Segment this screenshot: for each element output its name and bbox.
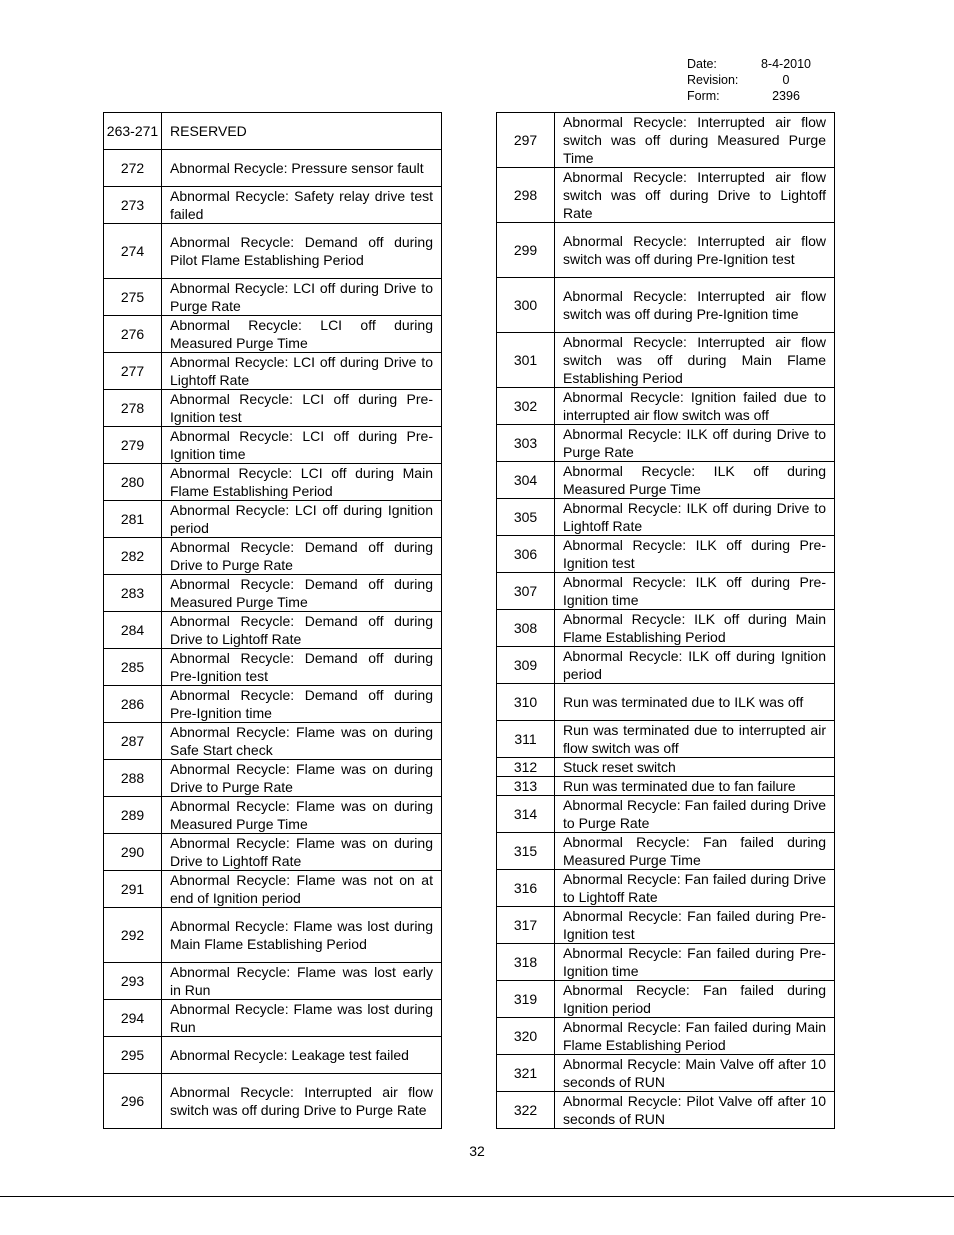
revision-value: 0 [782,73,790,87]
table-row [104,686,442,723]
fault-description: Abnormal Recycle: Fan failed during Ignition period [555,981,835,1018]
table-row [497,388,835,425]
fault-description: Abnormal Recycle: Ignition failed due to interrupted air flow switch was off [555,388,835,425]
table-row [104,464,442,501]
table-row [497,499,835,536]
table-row [497,758,835,777]
fault-description: Abnormal Recycle: Demand off during Pre-Ignition time [162,686,442,723]
table-row [104,963,442,1000]
fault-description: Abnormal Recycle: Flame was on during Safe Start check [162,723,442,760]
form-label: Form: [687,89,720,103]
fault-description: Abnormal Recycle: ILK off during Pre-Ignition time [555,573,835,610]
fault-description: Abnormal Recycle: Flame was lost during Main Flame Establishing Period [162,908,442,963]
table-row [104,649,442,686]
fault-description: Run was terminated due to ILK was off [555,684,835,721]
fault-description: Abnormal Recycle: Flame was not on at end of Ignition period [162,871,442,908]
table-row [104,612,442,649]
fault-description: Abnormal Recycle: Flame was on during Measured Purge Time [162,797,442,834]
table-row [497,333,835,388]
fault-code: 277 [104,353,162,390]
fault-code: 275 [104,279,162,316]
fault-code: 286 [104,686,162,723]
fault-code: 284 [104,612,162,649]
table-row [104,501,442,538]
fault-code: 305 [497,499,555,536]
fault-code: 317 [497,907,555,944]
fault-description: Abnormal Recycle: LCI off during Main Flame Establishing Period [162,464,442,501]
fault-description: Abnormal Recycle: Demand off during Drive to Purge Rate [162,538,442,575]
table-row [497,168,835,223]
fault-description: Run was terminated due to interrupted air flow switch was off [555,721,835,758]
fault-description: Abnormal Recycle: Fan failed during Drive to Lightoff Rate [555,870,835,907]
fault-description: Abnormal Recycle: ILK off during Measured Purge Time [555,462,835,499]
fault-code-table-right [496,112,835,1129]
fault-code: 278 [104,390,162,427]
fault-code: 287 [104,723,162,760]
fault-description: Abnormal Recycle: Fan failed during Pre-Ignition time [555,944,835,981]
table-row [497,425,835,462]
table-row [497,796,835,833]
fault-code: 298 [497,168,555,223]
table-row [104,316,442,353]
date-row [687,56,815,72]
fault-code: 304 [497,462,555,499]
table-row [104,150,442,187]
fault-description: Abnormal Recycle: Demand off during Pre-Ignition test [162,649,442,686]
fault-code: 309 [497,647,555,684]
fault-description: Abnormal Recycle: Pilot Valve off after 10 seconds of RUN [555,1092,835,1129]
fault-description: Abnormal Recycle: Interrupted air flow switch was off during Drive to Lightoff Rate [555,168,835,223]
fault-code: 274 [104,224,162,279]
table-row [104,797,442,834]
fault-code: 276 [104,316,162,353]
table-row [104,353,442,390]
fault-description: Abnormal Recycle: Leakage test failed [162,1037,442,1074]
fault-description: Abnormal Recycle: LCI off during Drive to Lightoff Rate [162,353,442,390]
footer-rule [0,1196,954,1197]
fault-description: Abnormal Recycle: ILK off during Main Flame Establishing Period [555,610,835,647]
table-row [497,1092,835,1129]
fault-description: Abnormal Recycle: ILK off during Drive to Lightoff Rate [555,499,835,536]
table-row [104,834,442,871]
fault-code: 296 [104,1074,162,1129]
table-row [497,223,835,278]
fault-code: 299 [497,223,555,278]
fault-description: Abnormal Recycle: Fan failed during Pre-Ignition test [555,907,835,944]
fault-code: 316 [497,870,555,907]
fault-code: 295 [104,1037,162,1074]
fault-code: 307 [497,573,555,610]
fault-description: Abnormal Recycle: LCI off during Ignition period [162,501,442,538]
table-row [104,575,442,612]
table-row [497,1018,835,1055]
table-row [497,981,835,1018]
revision-label: Revision: [687,73,739,87]
fault-description: Abnormal Recycle: Flame was on during Drive to Purge Rate [162,760,442,797]
fault-code: 293 [104,963,162,1000]
fault-description: Abnormal Recycle: Flame was lost during Run [162,1000,442,1037]
fault-description: Run was terminated due to fan failure [555,777,835,796]
fault-description: Abnormal Recycle: Fan failed during Measured Purge Time [555,833,835,870]
fault-code: 291 [104,871,162,908]
fault-code-rows-right [497,113,835,1129]
fault-description: Abnormal Recycle: Demand off during Pilot Flame Establishing Period [162,224,442,279]
fault-code: 319 [497,981,555,1018]
fault-code: 318 [497,944,555,981]
table-row [104,1000,442,1037]
fault-code: 281 [104,501,162,538]
table-row [497,536,835,573]
fault-description: Abnormal Recycle: Pressure sensor fault [162,150,442,187]
fault-description: Abnormal Recycle: Interrupted air flow switch was off during Measured Purge Time [555,113,835,168]
fault-code: 315 [497,833,555,870]
fault-code: 283 [104,575,162,612]
table-row [497,833,835,870]
fault-description: Abnormal Recycle: Fan failed during Main Flame Establishing Period [555,1018,835,1055]
fault-code: 288 [104,760,162,797]
table-row [104,1074,442,1129]
fault-code: 302 [497,388,555,425]
fault-description: Abnormal Recycle: LCI off during Pre-Ignition time [162,427,442,464]
table-row [497,647,835,684]
fault-code: 320 [497,1018,555,1055]
table-row [497,1055,835,1092]
fault-code: 263-271 [104,113,162,150]
table-row [497,870,835,907]
fault-description: Abnormal Recycle: Interrupted air flow switch was off during Pre-Ignition test [555,223,835,278]
fault-code: 282 [104,538,162,575]
fault-code: 290 [104,834,162,871]
fault-code: 273 [104,187,162,224]
fault-code: 312 [497,758,555,777]
table-row [104,908,442,963]
fault-description: Stuck reset switch [555,758,835,777]
fault-code: 306 [497,536,555,573]
form-value: 2396 [772,89,800,103]
table-row [104,224,442,279]
table-row [497,610,835,647]
table-row [104,871,442,908]
fault-description: Abnormal Recycle: ILK off during Drive to Purge Rate [555,425,835,462]
fault-code: 272 [104,150,162,187]
fault-description: Abnormal Recycle: Interrupted air flow switch was off during Main Flame Establishing Period [555,333,835,388]
table-row [104,187,442,224]
table-row [104,279,442,316]
form-row [687,88,815,104]
fault-code: 311 [497,721,555,758]
table-row [104,760,442,797]
table-row [104,113,442,150]
fault-description: Abnormal Recycle: LCI off during Drive to Purge Rate [162,279,442,316]
table-row [497,113,835,168]
fault-description: Abnormal Recycle: Main Valve off after 10 seconds of RUN [555,1055,835,1092]
fault-description: Abnormal Recycle: Flame was lost early in Run [162,963,442,1000]
page-number: 32 [469,1143,485,1159]
fault-description: Abnormal Recycle: LCI off during Pre-Ignition test [162,390,442,427]
fault-description: Abnormal Recycle: ILK off during Pre-Ignition test [555,536,835,573]
table-row [497,684,835,721]
fault-code: 313 [497,777,555,796]
fault-code: 303 [497,425,555,462]
document-header [687,56,815,104]
fault-code: 322 [497,1092,555,1129]
table-row [104,1037,442,1074]
fault-code: 321 [497,1055,555,1092]
fault-description: Abnormal Recycle: Interrupted air flow switch was off during Drive to Purge Rate [162,1074,442,1129]
fault-code: 301 [497,333,555,388]
date-label: Date: [687,57,717,71]
fault-code: 300 [497,278,555,333]
table-row [104,427,442,464]
fault-description: Abnormal Recycle: Interrupted air flow switch was off during Pre-Ignition time [555,278,835,333]
fault-code: 289 [104,797,162,834]
fault-code: 280 [104,464,162,501]
fault-code: 294 [104,1000,162,1037]
table-row [497,944,835,981]
table-row [497,777,835,796]
fault-description: RESERVED [162,113,442,150]
date-value: 8-4-2010 [760,57,812,71]
fault-description: Abnormal Recycle: LCI off during Measured Purge Time [162,316,442,353]
fault-description: Abnormal Recycle: Safety relay drive test failed [162,187,442,224]
fault-code: 285 [104,649,162,686]
revision-row [687,72,815,88]
fault-description: Abnormal Recycle: Flame was on during Drive to Lightoff Rate [162,834,442,871]
fault-description: Abnormal Recycle: Fan failed during Drive to Purge Rate [555,796,835,833]
fault-code-rows-left [104,113,442,1129]
table-row [497,721,835,758]
table-row [497,573,835,610]
table-row [497,278,835,333]
table-row [497,907,835,944]
fault-code-table-left [103,112,442,1129]
fault-code: 308 [497,610,555,647]
table-row [497,462,835,499]
fault-description: Abnormal Recycle: Demand off during Drive to Lightoff Rate [162,612,442,649]
fault-code: 310 [497,684,555,721]
table-row [104,538,442,575]
fault-code: 279 [104,427,162,464]
table-row [104,390,442,427]
table-row [104,723,442,760]
fault-code: 314 [497,796,555,833]
fault-description: Abnormal Recycle: ILK off during Ignition period [555,647,835,684]
fault-description: Abnormal Recycle: Demand off during Measured Purge Time [162,575,442,612]
fault-code: 292 [104,908,162,963]
fault-code: 297 [497,113,555,168]
